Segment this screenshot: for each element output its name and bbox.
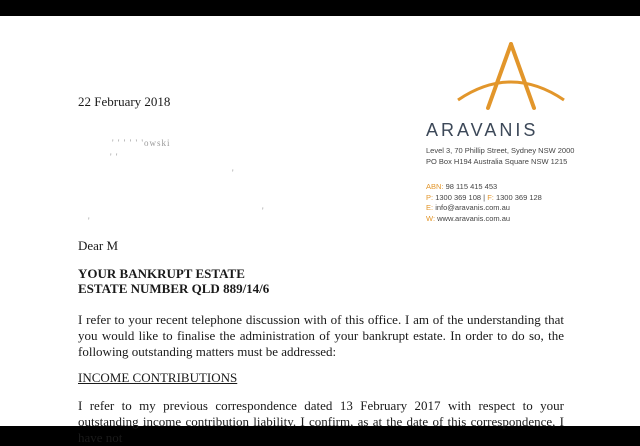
address-line-1: Level 3, 70 Phillip Street, Sydney NSW 2000 [426,146,575,155]
heading-line-2: ESTATE NUMBER QLD 889/14/6 [78,281,270,296]
recipient-line-3-redacted: ' [232,168,235,178]
letter-heading [78,266,269,296]
recipient-line-2-redacted: ' ' [110,152,119,162]
address-line-2: PO Box H194 Australia Square NSW 1215 [426,156,568,166]
paragraph-intro: I refer to your recent telephone discussion with of this office. I am of the understanding that you would like to finalise the administration of your bankrupt estate. In order to do so, the following outstanding matters must be addressed: [78,312,564,359]
abn-line: ABN: 98 115 415 453 [426,182,498,191]
heading-line-1: YOUR BANKRUPT ESTATE [78,266,245,281]
web-line: W: www.aravanis.com.au [426,213,511,223]
recipient-line-4-redacted: ' [262,206,265,216]
email-line: E: info@aravanis.com.au [426,203,510,212]
recipient-line-5-redacted: ' [88,216,91,226]
company-address [426,146,626,167]
paragraph-income-contributions: I refer to my previous correspondence dated 13 February 2017 with respect to your outstanding income contribution liability. I confirm, as at the date of this correspondence, I have not [78,398,564,445]
section-heading-income-contributions: INCOME CONTRIBUTIONS [78,370,238,385]
letter-page [0,16,640,445]
company-name: ARAVANIS [426,120,539,140]
aravanis-logo-icon [456,42,566,114]
company-contacts [426,182,626,224]
letter-date: 22 February 2018 [78,94,171,109]
recipient-name-redacted: ' ' ' ' ' 'owski [112,138,171,148]
phone-fax-line: P: 1300 369 108 | F: 1300 369 128 [426,192,542,202]
salutation: Dear M [78,238,119,253]
